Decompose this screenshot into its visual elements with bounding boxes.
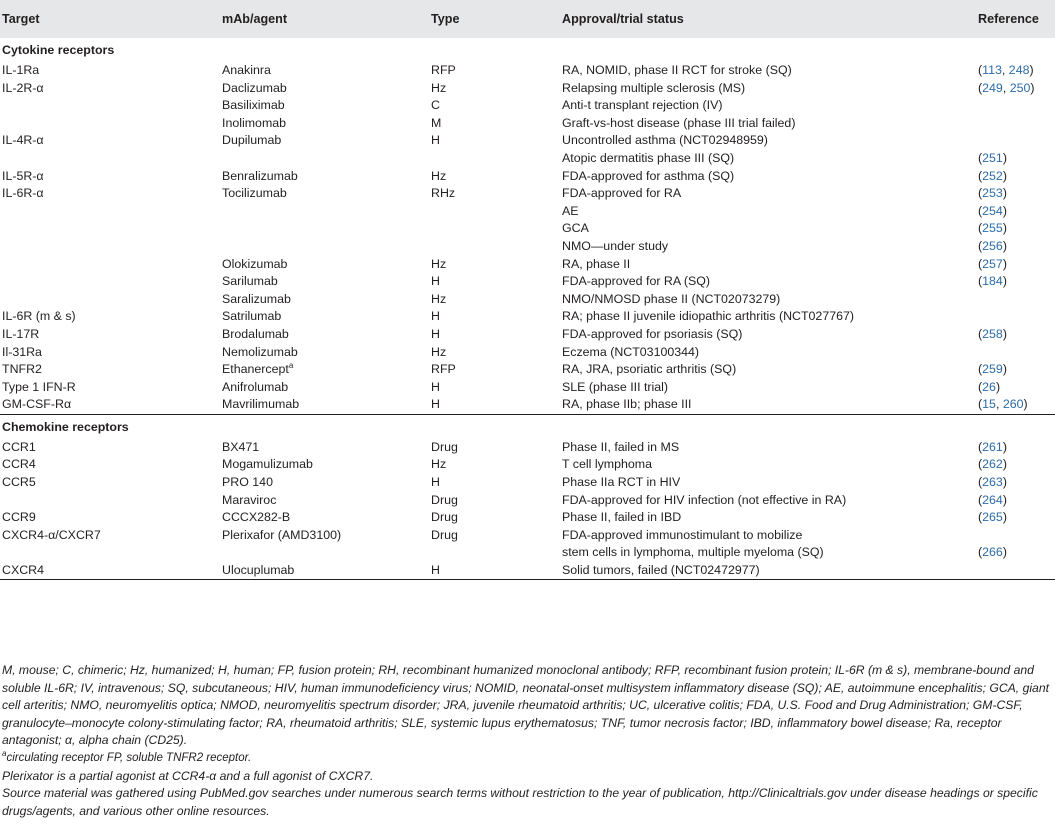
cell-status	[562, 256, 978, 274]
cell-status	[562, 132, 978, 150]
cell-type: H	[431, 274, 440, 289]
cell-type: H	[431, 475, 440, 490]
cell-status	[562, 361, 978, 379]
status-line: Phase II, failed in MS	[562, 439, 680, 454]
cell-target	[0, 150, 222, 168]
cell-type: Hz	[431, 291, 447, 306]
cell-agent	[222, 509, 431, 527]
cell-type: Drug	[431, 439, 458, 454]
status-line: FDA-approved for asthma (SQ)	[562, 168, 735, 183]
cell-target	[0, 97, 222, 115]
section-header-row	[0, 414, 1055, 439]
cell-status	[562, 62, 978, 80]
cell-reference: (113, 248)	[978, 63, 1034, 77]
agent-name: Ethanercept	[222, 362, 289, 377]
cell-status	[562, 168, 978, 186]
reference-link[interactable]: 260	[1002, 397, 1024, 412]
status-line: RA, phase IIb; phase III	[562, 397, 692, 412]
reference-link[interactable]: 255	[982, 221, 1003, 236]
cell-type: H	[431, 326, 440, 341]
status-line: NMO/NMOSD phase II (NCT02073279)	[562, 291, 781, 306]
cell-status	[562, 150, 978, 168]
status-line: Eczema (NCT03100344)	[562, 344, 700, 359]
cell-agent	[222, 273, 431, 291]
cell-agent	[222, 185, 431, 203]
header-reference: Reference	[978, 0, 1055, 38]
table-row	[0, 509, 1055, 527]
cell-status	[562, 326, 978, 344]
agent-name: Basiliximab	[222, 98, 285, 113]
agent-name: Plerixafor (AMD3100)	[222, 527, 342, 542]
reference-link[interactable]: 26	[982, 379, 996, 394]
agent-name: Sarilumab	[222, 274, 278, 289]
cell-reference: (263)	[978, 475, 1007, 490]
status-line: GCA	[562, 221, 589, 236]
table-row	[0, 361, 1055, 379]
cell-type: RFP	[431, 63, 456, 77]
footnote-abbreviations: M, mouse; C, chimeric; Hz, humanized; H, human; FP, fusion protein; RH, recombinant humanized monoclonal antibody; RFP, recombinant fusion protein; IL-6R (m & s), membrane-bound and soluble IL-6R; IV, intravenous; SQ, subcutaneous; HIV, human immunodeficiency virus; NOMID, neonatal-onset multisystem inflammatory disease (SQ); AE, autoimmune encephalitis; GCA, giant cell arteritis; NMO, neuromyelitis optica; NMOD, neuromyelitis spectrum disorder; JRA, juvenile rheumatoid arthritis; UC, ulcerative colitis; FDA, U.S. Food and Drug Administration; GM-CSF, granulocyte–monocyte colony-stimulating factor; RA, rheumatoid arthritis; SLE, systemic lupus erythematosus; TNF, tumor necrosis factor; IBD, inflammatory bowel disease; Ra, receptor antagonist; α, alpha chain (CD25).	[2, 663, 1049, 748]
status-line: RA, JRA, psoriatic arthritis (SQ)	[562, 362, 737, 377]
table-row	[0, 456, 1055, 474]
status-line: Anti-t transplant rejection (IV)	[562, 98, 723, 113]
footnote-marker: a	[288, 360, 294, 370]
cell-target: CCR1	[2, 439, 36, 454]
footnote-a-text: circulating receptor FP, soluble TNFR2 receptor.	[6, 751, 252, 764]
cell-agent	[222, 396, 431, 414]
reference-link[interactable]: 250	[1009, 80, 1031, 95]
table-row	[0, 132, 1055, 150]
status-line: FDA-approved for psoriasis (SQ)	[562, 326, 743, 341]
status-line: RA, phase II	[562, 256, 631, 271]
cell-target: TNFR2	[2, 362, 42, 377]
footnote-a-mark: a	[2, 749, 7, 759]
cell-agent	[222, 256, 431, 274]
table-row	[0, 220, 1055, 238]
cell-reference: (253)	[978, 186, 1007, 201]
section-title: Chemokine receptors	[2, 419, 129, 434]
cell-agent	[222, 492, 431, 510]
reference-link[interactable]: 252	[982, 168, 1003, 183]
agent-name: BX471	[222, 439, 260, 454]
table-row	[0, 273, 1055, 291]
cell-reference: (259)	[978, 362, 1007, 377]
table-row	[0, 344, 1055, 362]
table-row	[0, 527, 1055, 562]
cell-status	[562, 115, 978, 133]
reference-link[interactable]: 254	[982, 203, 1003, 218]
header-agent: mAb/agent	[222, 0, 431, 38]
table-row	[0, 396, 1055, 414]
section-title: Cytokine receptors	[2, 43, 115, 57]
cell-target: Il-31Ra	[2, 344, 42, 359]
table-row	[0, 256, 1055, 274]
header-status: Approval/trial status	[562, 0, 978, 38]
agent-name: Dupilumab	[222, 133, 282, 148]
footnotes	[2, 662, 1052, 820]
cell-target	[0, 203, 222, 221]
cell-status	[562, 97, 978, 115]
status-line: NMO—under study	[562, 238, 669, 253]
cell-target: IL-6R-α	[2, 186, 44, 201]
cell-reference	[978, 291, 1055, 309]
cell-type: Drug	[431, 527, 458, 542]
cell-reference: (256)	[978, 238, 1007, 253]
cell-agent	[222, 80, 431, 98]
cell-type: Hz	[431, 457, 447, 472]
cell-target	[0, 220, 222, 238]
cell-type: Hz	[431, 80, 447, 95]
status-line: Uncontrolled asthma (NCT02948959)	[562, 133, 768, 148]
table-row	[0, 238, 1055, 256]
status-line-2: stem cells in lymphoma, multiple myeloma (SQ)	[562, 545, 824, 560]
cell-target: CXCR4	[0, 562, 222, 580]
cell-status	[562, 439, 978, 457]
cell-reference: (264)	[978, 492, 1007, 507]
cell-agent	[222, 326, 431, 344]
cell-status	[562, 456, 978, 474]
cell-type: RHz	[431, 186, 456, 201]
cell-reference	[978, 344, 1055, 362]
cell-type	[431, 203, 562, 221]
table-row	[0, 291, 1055, 309]
status-line: Relapsing multiple sclerosis (MS)	[562, 80, 746, 95]
cell-status	[562, 379, 978, 397]
cell-type	[431, 220, 562, 238]
cell-target: IL-1Ra	[2, 63, 40, 77]
reference-link[interactable]: 184	[982, 274, 1003, 289]
cell-target	[0, 492, 222, 510]
cell-status	[562, 273, 978, 291]
cell-type: RFP	[431, 362, 456, 377]
cell-status	[562, 308, 978, 326]
cell-agent	[222, 150, 431, 168]
cell-reference	[978, 115, 1055, 133]
agent-name: PRO 140	[222, 475, 273, 490]
cell-type: C	[431, 98, 440, 113]
cell-agent	[222, 344, 431, 362]
cell-target	[0, 238, 222, 256]
cell-reference: (15, 260)	[978, 396, 1055, 414]
reference-link[interactable]: 15	[982, 397, 996, 412]
reference-link[interactable]: 266	[982, 545, 1003, 560]
cell-reference: (254)	[978, 203, 1007, 218]
table-row	[0, 439, 1055, 457]
table-row	[0, 379, 1055, 397]
cell-target: Type 1 IFN-R	[2, 379, 76, 394]
cell-status	[562, 396, 978, 414]
cell-status	[562, 562, 978, 580]
status-line: RA, NOMID, phase II RCT for stroke (SQ)	[562, 63, 792, 77]
cell-reference: (252)	[978, 168, 1007, 183]
agent-name: Satrilumab	[222, 309, 282, 324]
table-row	[0, 492, 1055, 510]
footnote-a	[2, 750, 1052, 768]
cell-agent	[222, 527, 431, 562]
agent-name: CCCX282-B	[222, 510, 291, 525]
table-row	[0, 474, 1055, 492]
cell-reference: (251)	[978, 150, 1007, 165]
cell-status	[562, 509, 978, 527]
cell-target: IL-17R	[2, 326, 40, 341]
cell-agent	[222, 291, 431, 309]
cell-status	[562, 291, 978, 309]
cell-type: M	[431, 115, 442, 130]
cell-agent	[222, 238, 431, 256]
cell-agent	[222, 168, 431, 186]
cell-agent	[222, 456, 431, 474]
cell-reference: (26)	[978, 379, 1001, 394]
table-header-row	[0, 0, 1055, 38]
cell-agent	[222, 439, 431, 457]
cell-reference: (257)	[978, 256, 1007, 271]
table-row	[0, 97, 1055, 115]
cell-type	[431, 238, 562, 256]
status-line: T cell lymphoma	[562, 457, 652, 472]
cell-agent	[222, 97, 431, 115]
table-row	[0, 150, 1055, 168]
agent-name: Nemolizumab	[222, 344, 298, 359]
cell-reference	[978, 97, 1055, 115]
cell-agent	[222, 115, 431, 133]
cell-type: Hz	[431, 344, 447, 359]
reference-link[interactable]: 251	[982, 150, 1003, 165]
cell-target: CCR9	[2, 510, 36, 525]
table-row	[0, 62, 1055, 80]
reference-link[interactable]: 253	[982, 186, 1003, 201]
status-line: SLE (phase III trial)	[562, 379, 669, 394]
reference-link[interactable]: 259	[982, 362, 1003, 377]
cell-agent	[222, 562, 431, 580]
cell-reference: (255)	[978, 221, 1007, 236]
cell-target	[0, 273, 222, 291]
status-line: Graft-vs-host disease (phase III trial failed)	[562, 115, 796, 130]
agent-name: Tocilizumab	[222, 186, 287, 201]
cell-status	[562, 220, 978, 238]
cell-type: Hz	[431, 256, 447, 271]
cell-reference	[978, 132, 1055, 150]
reference-link[interactable]: 113	[982, 63, 1002, 77]
agent-name: Anifrolumab	[222, 379, 289, 394]
status-line: Atopic dermatitis phase III (SQ)	[562, 150, 735, 165]
cell-agent	[222, 62, 431, 80]
table-row	[0, 115, 1055, 133]
status-line: FDA-approved for RA	[562, 186, 682, 201]
agent-name: Anakinra	[222, 63, 271, 77]
cell-reference: (265)	[978, 510, 1007, 525]
header-target: Target	[0, 0, 222, 38]
cell-target: IL-4R-α	[2, 133, 44, 148]
reference-link[interactable]: 249	[982, 80, 1003, 95]
reference-link[interactable]: 258	[982, 326, 1003, 341]
reference-link[interactable]: 262	[982, 457, 1003, 472]
cell-target	[0, 291, 222, 309]
cell-status	[562, 527, 978, 562]
cell-agent	[222, 220, 431, 238]
cell-status	[562, 80, 978, 98]
table-row	[0, 562, 1055, 580]
cell-reference: (262)	[978, 457, 1007, 472]
reference-link[interactable]: 257	[982, 256, 1003, 271]
reference-link[interactable]: 263	[982, 475, 1003, 490]
reference-link[interactable]: 256	[982, 238, 1003, 253]
table-row	[0, 168, 1055, 186]
agent-name: Mogamulizumab	[222, 457, 313, 472]
cell-reference: (261)	[978, 439, 1007, 454]
cell-status	[562, 185, 978, 203]
cell-agent	[222, 308, 431, 326]
cell-type	[431, 150, 562, 168]
status-line: FDA-approved immunostimulant to mobilize	[562, 527, 803, 542]
cell-reference: (266)	[978, 545, 1007, 560]
footnote-plerixafor: Plerixator is a partial agonist at CCR4-α and a full agonist of CXCR7.	[2, 768, 374, 783]
cell-type: Hz	[431, 168, 447, 183]
agent-name: Daclizumab	[222, 80, 287, 95]
cell-reference: (184)	[978, 274, 1007, 289]
cell-agent	[222, 361, 431, 379]
cell-type: Drug	[431, 510, 458, 525]
cell-type: Drug	[431, 492, 458, 507]
cell-status	[562, 492, 978, 510]
cell-status	[562, 474, 978, 492]
reference-link[interactable]: 261	[982, 439, 1003, 454]
cell-target	[0, 115, 222, 133]
cell-agent	[222, 132, 431, 150]
cell-status	[562, 238, 978, 256]
cell-target: CCR4	[2, 457, 36, 472]
cell-agent	[222, 203, 431, 221]
table-body	[0, 38, 1055, 580]
cell-type: H	[431, 309, 440, 324]
cell-status	[562, 203, 978, 221]
cell-reference: (249, 250)	[978, 80, 1035, 95]
cell-target: CXCR4-α/CXCR7	[2, 527, 101, 542]
status-line: AE	[562, 203, 579, 218]
status-line: Phase II, failed in IBD	[562, 510, 682, 525]
cell-type: H	[431, 379, 440, 394]
status-line: RA; phase II juvenile idiopathic arthritis (NCT027767)	[562, 309, 855, 324]
agent-name: Olokizumab	[222, 256, 288, 271]
agent-name: Maraviroc	[222, 492, 277, 507]
status-line: FDA-approved for RA (SQ)	[562, 274, 711, 289]
cell-target: IL-6R (m & s)	[2, 309, 76, 324]
status-line: FDA-approved for HIV infection (not effective in RA)	[562, 492, 847, 507]
section-header-row	[0, 38, 1055, 62]
cell-target	[0, 256, 222, 274]
agent-name: Mavrilimumab	[222, 397, 300, 412]
cell-target: IL-5R-α	[2, 168, 44, 183]
cell-reference: (258)	[978, 326, 1007, 341]
cell-target: GM-CSF-Rα	[0, 396, 222, 414]
table-row	[0, 185, 1055, 203]
status-line: Solid tumors, failed (NCT02472977)	[562, 562, 760, 577]
cell-status	[562, 344, 978, 362]
agent-name: Ulocuplumab	[222, 562, 295, 577]
reference-link[interactable]: 264	[982, 492, 1003, 507]
agent-name: Inolimomab	[222, 115, 287, 130]
cell-type: H	[431, 562, 562, 580]
cell-target: IL-2R-α	[2, 80, 44, 95]
status-line: Phase IIa RCT in HIV	[562, 475, 681, 490]
header-type: Type	[431, 0, 562, 38]
cell-reference	[978, 562, 1055, 580]
agent-name: Saralizumab	[222, 291, 291, 306]
cell-reference	[978, 308, 1055, 326]
cell-type: H	[431, 396, 562, 414]
reference-link[interactable]: 265	[982, 510, 1003, 525]
table-row	[0, 326, 1055, 344]
reference-link[interactable]: 248	[1008, 63, 1030, 77]
table-row	[0, 308, 1055, 326]
table-row	[0, 203, 1055, 221]
footnote-source: Source material was gathered using PubMed.gov searches under numerous search terms without restriction to the year of publication, http://Clinicaltrials.gov under disease headings or specific drugs/agents, and various other online resources.	[2, 786, 1038, 818]
table-row	[0, 80, 1055, 98]
cell-target: CCR5	[2, 475, 36, 490]
cell-agent	[222, 379, 431, 397]
cell-type: H	[431, 133, 440, 148]
cell-agent	[222, 474, 431, 492]
agent-name: Benralizumab	[222, 168, 298, 183]
agent-name: Brodalumab	[222, 326, 289, 341]
